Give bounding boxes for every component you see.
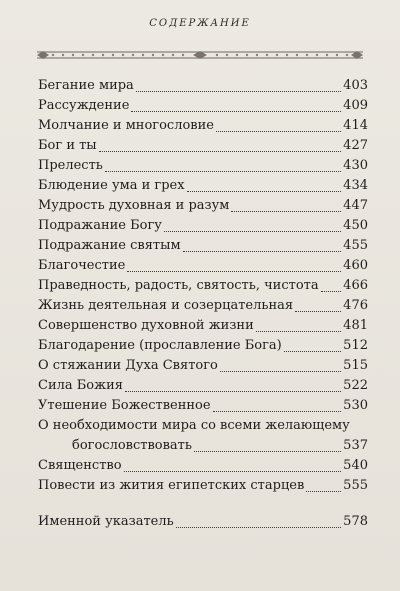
toc-entry-title: Праведность, радость, святость, чистота (38, 278, 319, 293)
toc-leader-dots (216, 130, 341, 132)
toc-entry (38, 376, 368, 396)
toc-entry-title: Утешение Божественное (38, 398, 211, 413)
toc-leader-dots (321, 290, 342, 292)
toc-entry (38, 336, 368, 356)
table-of-contents (38, 76, 368, 532)
toc-entry-title-line2: богословствовать (72, 438, 192, 453)
toc-leader-dots (127, 270, 341, 272)
toc-leader-dots (194, 450, 341, 452)
toc-entry-multiline-text (38, 416, 368, 456)
toc-entry-line2 (38, 436, 368, 456)
toc-leader-dots (295, 310, 341, 312)
toc-entry (38, 216, 368, 236)
toc-leader-dots (231, 210, 341, 212)
toc-leader-dots (164, 230, 341, 232)
toc-entry-title: Подражание святым (38, 238, 181, 253)
toc-entry (38, 456, 368, 476)
toc-leader-dots (213, 410, 342, 412)
toc-leader-dots (256, 330, 341, 332)
toc-entry-page: 460 (343, 258, 368, 273)
toc-entry (38, 256, 368, 276)
toc-leader-dots (99, 150, 342, 152)
toc-leader-dots (125, 390, 341, 392)
toc-entry-multiline (38, 416, 368, 456)
toc-entry-page: 537 (343, 438, 368, 453)
toc-entry-title: Подражание Богу (38, 218, 162, 233)
toc-entry-title: О стяжании Духа Святого (38, 358, 218, 373)
toc-leader-dots (183, 250, 342, 252)
page-header: СОДЕРЖАНИЕ (149, 18, 251, 29)
toc-entry (38, 296, 368, 316)
toc-entry-page: 512 (343, 338, 368, 353)
toc-entry-title: Прелесть (38, 158, 103, 173)
ornament-divider (33, 49, 367, 61)
toc-entry-page: 434 (343, 178, 368, 193)
toc-entry-page: 555 (343, 478, 368, 493)
toc-entry-title: Благочестие (38, 258, 126, 273)
toc-entry-page: 414 (343, 118, 368, 133)
toc-entry (38, 136, 368, 156)
toc-entry-page: 530 (343, 398, 368, 413)
toc-entry-title: Совершенство духовной жизни (38, 318, 254, 333)
toc-entry-page: 578 (343, 514, 368, 529)
toc-entry-page: 540 (343, 458, 368, 473)
toc-entry-page: 515 (343, 358, 368, 373)
toc-entry-title: Благодарение (прославление Бога) (38, 338, 282, 353)
toc-entry (38, 196, 368, 216)
toc-entry-title: Бог и ты (38, 138, 97, 153)
toc-entry-title: Жизнь деятельная и созерцательная (38, 298, 294, 313)
toc-entry-page: 450 (343, 218, 368, 233)
toc-entry (38, 76, 368, 96)
toc-entry-index (38, 512, 368, 532)
toc-spacer (38, 496, 368, 512)
toc-entry-title-line1: О необходимости мира со всеми желающему (38, 418, 350, 433)
toc-entry-page: 522 (343, 378, 368, 393)
toc-entry (38, 176, 368, 196)
toc-entry (38, 356, 368, 376)
toc-entry (38, 476, 368, 496)
toc-entry (38, 156, 368, 176)
toc-entry-page: 447 (343, 198, 368, 213)
toc-entry-page: 430 (343, 158, 368, 173)
toc-entry (38, 276, 368, 296)
toc-entry-title: Повести из жития египетских старцев (38, 478, 305, 493)
toc-entry-title: Рассуждение (38, 98, 130, 113)
toc-entry-title: Молчание и многословие (38, 118, 214, 133)
toc-entry-title: Мудрость духовная и разум (38, 198, 230, 213)
toc-leader-dots (105, 170, 341, 172)
toc-entry (38, 116, 368, 136)
toc-entry-page: 476 (343, 298, 368, 313)
toc-leader-dots (284, 350, 341, 352)
toc-entry (38, 96, 368, 116)
toc-entry-title: Блюдение ума и грех (38, 178, 185, 193)
toc-leader-dots (187, 190, 342, 192)
toc-entry (38, 236, 368, 256)
toc-entry-title: Именной указатель (38, 514, 174, 529)
toc-leader-dots (176, 526, 341, 528)
toc-entry-title: Сила Божия (38, 378, 123, 393)
toc-entry-page: 427 (343, 138, 368, 153)
toc-entry-page: 481 (343, 318, 368, 333)
toc-entry (38, 316, 368, 336)
toc-leader-dots (124, 470, 342, 472)
toc-leader-dots (136, 90, 341, 92)
toc-entry-title: Бегание мира (38, 78, 134, 93)
toc-entry-page: 455 (343, 238, 368, 253)
toc-entry-page: 466 (343, 278, 368, 293)
toc-leader-dots (131, 110, 341, 112)
toc-leader-dots (306, 490, 341, 492)
toc-entry-page: 409 (343, 98, 368, 113)
toc-entry (38, 396, 368, 416)
toc-entry-page: 403 (343, 78, 368, 93)
toc-entry-title: Священство (38, 458, 122, 473)
toc-leader-dots (220, 370, 341, 372)
